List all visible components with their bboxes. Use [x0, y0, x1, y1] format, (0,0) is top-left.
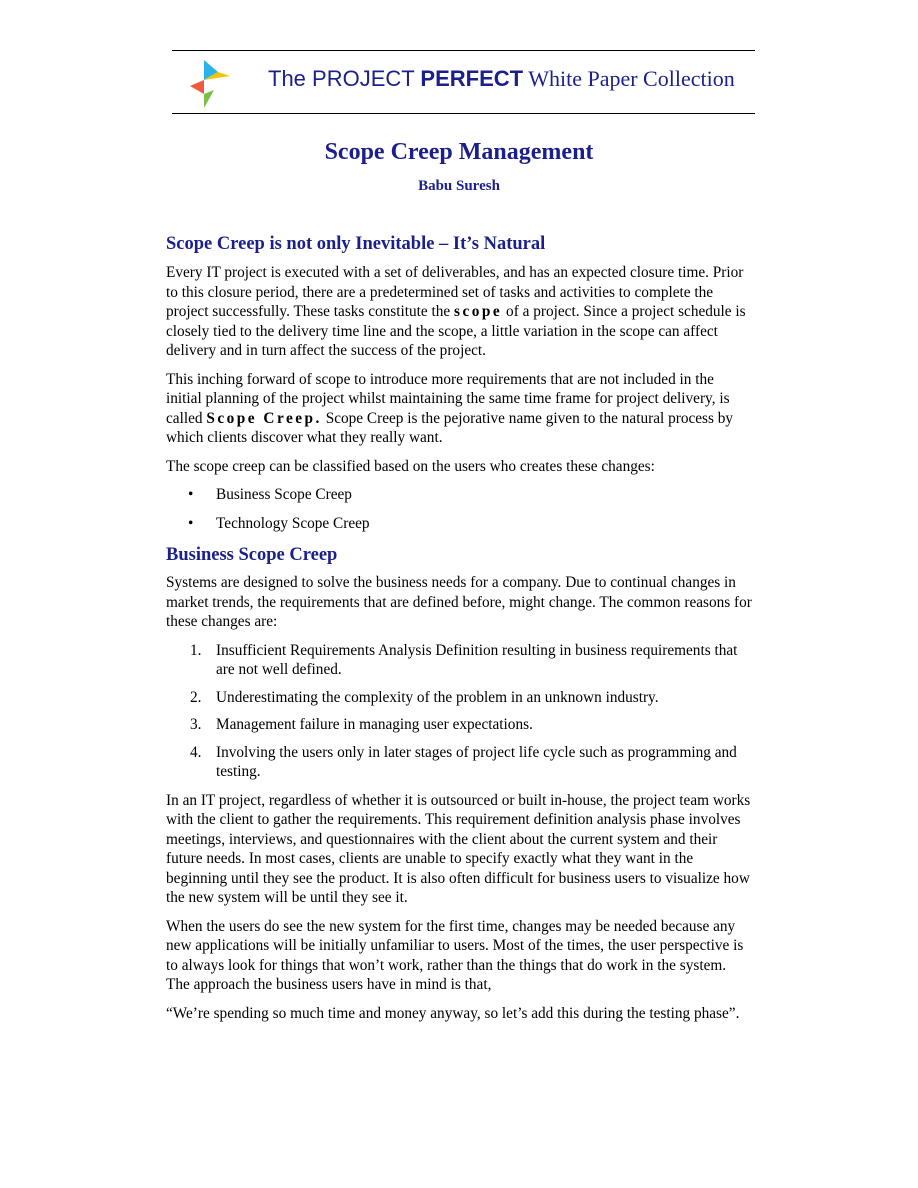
section-heading-business-scope-creep: Business Scope Creep: [166, 545, 338, 565]
list-item: [166, 688, 752, 708]
document-body: [166, 232, 752, 1032]
list-item: • Business Scope Creep: [166, 485, 752, 505]
text-run: Every IT project is executed with a set of deliverables, and has an expected closure time. Prior to this closure period, there are a predetermined set of tasks and activities to complete the project successfully. These tasks constitute the: [166, 264, 744, 320]
section-heading-natural: Scope Creep is not only Inevitable – It’s Natural: [166, 234, 546, 254]
header-suffix: White Paper Collection: [523, 66, 735, 91]
emphasis-scope: scope: [454, 303, 503, 320]
project-perfect-logo-icon: [188, 58, 232, 110]
header-collection-title: [268, 66, 735, 92]
paragraph: In an IT project, regardless of whether it is outsourced or built in-house, the project team works with the client to gather the requirements. This requirement definition analysis phase involves meetings, interviews, and questionnaires with the client about the current system and their future needs. In most cases, clients are unable to specify exactly what they want in the beginning until they see the product. It is also often difficult for business users to visualize how the new system will be until they see it.: [166, 791, 751, 906]
list-number: 2.: [190, 688, 202, 706]
paragraph: [166, 370, 752, 448]
list-text: Insufficient Requirements Analysis Definition resulting in business requirements that are not well defined.: [216, 641, 738, 678]
bullet-list: [166, 485, 752, 534]
document-author: Babu Suresh: [418, 178, 500, 194]
header-top-rule: [172, 50, 755, 51]
paragraph: When the users do see the new system for the first time, changes may be needed because any new applications will be initially unfamiliar to users. Most of the times, the user perspective is to always look for things that won’t work, rather than the things that do work in the system. The approach the business users have in mind is that,: [166, 917, 744, 993]
list-item: • Technology Scope Creep: [166, 514, 752, 534]
list-text: Underestimating the complexity of the problem in an unknown industry.: [216, 688, 659, 706]
paragraph: [166, 263, 752, 361]
paragraph: The scope creep can be classified based on the users who creates these changes:: [166, 457, 655, 475]
list-item: [166, 715, 752, 735]
header-bottom-rule: [172, 113, 755, 114]
quote-paragraph: “We’re spending so much time and money anyway, so let’s add this during the testing phase”.: [166, 1004, 740, 1022]
list-number: 4.: [190, 743, 202, 761]
emphasis-scope-creep: Scope Creep.: [206, 409, 322, 427]
document-title: Scope Creep Management: [324, 139, 594, 165]
list-number: 1.: [190, 641, 202, 659]
list-item: [166, 743, 752, 782]
list-text: Involving the users only in later stages of project life cycle such as programming and testing.: [216, 743, 737, 780]
list-text: Management failure in managing user expectations.: [216, 716, 533, 733]
text-run: This inching forward of scope to introduce more requirements that are not included in the initial planning of the project whilst maintaining the same time frame for project delivery, is called: [166, 370, 730, 427]
text-run: Scope Creep is the pejorative name given to the natural process by which clients discover what they really want.: [166, 409, 734, 446]
numbered-list: [166, 641, 752, 782]
list-number: 3.: [190, 716, 202, 733]
paragraph: Systems are designed to solve the business needs for a company. Due to continual changes in market trends, the requirements that are defined before, might change. The common reasons for these changes are:: [166, 574, 752, 630]
header-prefix: The PROJECT: [268, 66, 421, 91]
list-item: [166, 641, 752, 680]
header-bold: PERFECT: [420, 66, 524, 91]
text-run: of a project. Since a project schedule is closely tied to the delivery time line and the scope, a little variation in the scope can affect delivery and in turn affect the success of the project.: [166, 303, 746, 359]
